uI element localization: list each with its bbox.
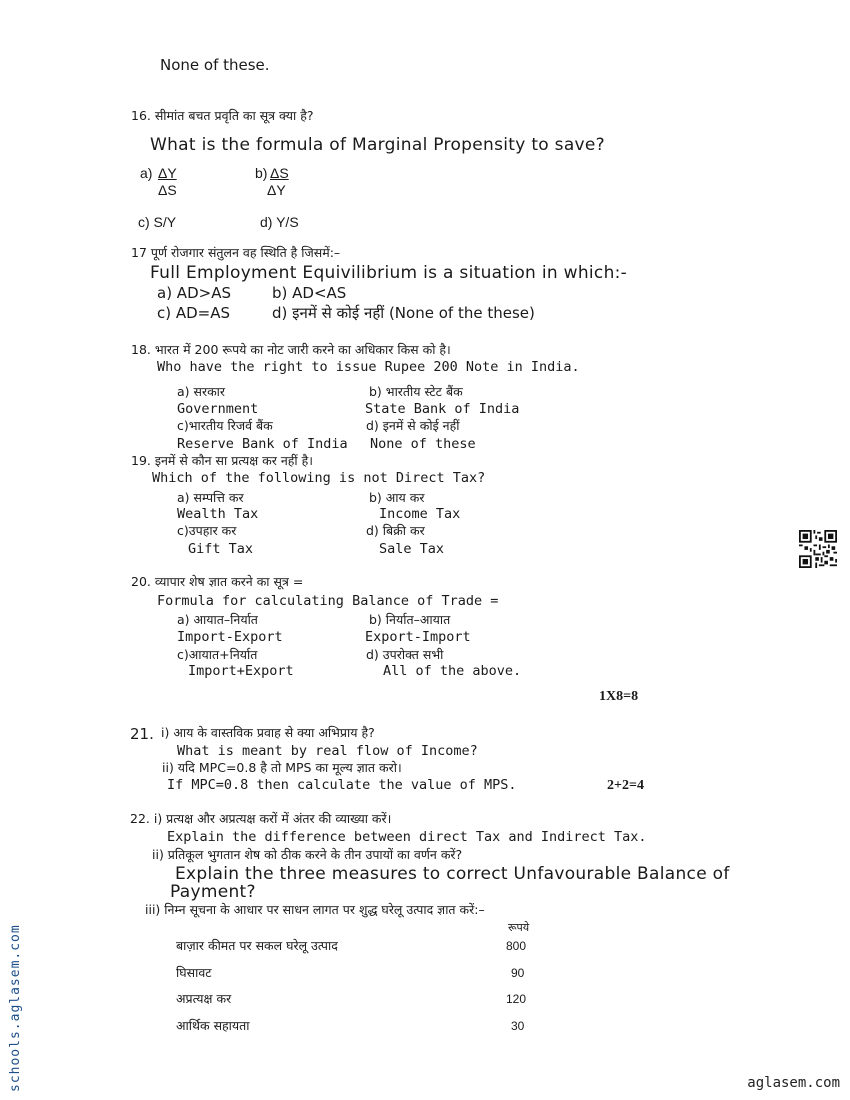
q21-ii-english: If MPC=0.8 then calculate the value of MPS.	[167, 777, 517, 793]
q18-c-hindi: c)भारतीय रिजर्व बैंक	[177, 418, 273, 433]
q20-a-english: Import-Export	[177, 629, 283, 645]
q18-a-english: Government	[177, 401, 259, 417]
q16-option-d: d) Y/S	[260, 214, 299, 230]
q19-hindi: 19. इनमें से कौन सा प्रत्यक्ष कर नहीं है।	[131, 453, 313, 468]
table-row-label: घिसावट	[176, 965, 212, 980]
q22-iii-hindi: iii) निम्न सूचना के आधार पर साधन लागत पर शुद्ध घरेलू उत्पाद ज्ञात करें:–	[145, 902, 485, 917]
q18-d-english: None of these	[370, 436, 476, 452]
q22-ii-english-line2: Payment?	[170, 882, 256, 902]
q17-option-d: d) इनमें से कोई नहीं (None of the these)	[272, 304, 535, 322]
table-row-value: 120	[506, 992, 527, 1006]
qr-code-icon	[799, 530, 837, 568]
q19-b-english: Income Tax	[379, 506, 461, 522]
q16-hindi: 16. सीमांत बचत प्रवृति का सूत्र क्या है?	[131, 108, 314, 123]
table-row-value: 800	[506, 939, 527, 953]
q17-hindi: 17 पूर्ण रोजगार संतुलन वह स्थिति है जिसमें:–	[131, 245, 341, 260]
table-row-value: 30	[511, 1019, 525, 1033]
q21-number: 21.	[130, 725, 154, 743]
q20-c-hindi: c)आयात+निर्यात	[177, 647, 258, 662]
q16-a-label: a)	[140, 165, 153, 181]
marks-section-1: 1X8=8	[599, 689, 639, 704]
q20-b-hindi: b) निर्यात–आयात	[369, 612, 451, 627]
q21-i-english: What is meant by real flow of Income?	[177, 743, 478, 759]
table-row-label: आर्थिक सहायता	[176, 1018, 250, 1033]
q16-option-c: c) S/Y	[138, 214, 177, 230]
q18-a-hindi: a) सरकार	[177, 384, 226, 399]
q18-b-english: State Bank of India	[365, 401, 520, 417]
q18-hindi: 18. भारत में 200 रूपये का नोट जारी करने का अधिकार किस को है।	[131, 342, 451, 357]
q20-hindi: 20. व्यापार शेष ज्ञात करने का सूत्र =	[131, 574, 304, 589]
q17-option-c: c) AD=AS	[157, 304, 231, 322]
q16-b-denominator: ΔY	[267, 182, 286, 198]
q18-c-english: Reserve Bank of India	[177, 436, 348, 452]
q20-a-hindi: a) आयात–निर्यात	[177, 612, 258, 627]
q20-d-hindi: d) उपरोक्त सभी	[366, 647, 444, 662]
q19-a-hindi: a) सम्पत्ति कर	[177, 490, 244, 505]
q16-english: What is the formula of Marginal Propensity to save?	[150, 135, 606, 155]
footer-watermark: aglasem.com	[747, 1075, 840, 1091]
q18-english: Who have the right to issue Rupee 200 Note in India.	[157, 359, 580, 375]
q19-b-hindi: b) आय कर	[369, 490, 425, 505]
q20-c-english: Import+Export	[188, 663, 294, 679]
table-row-label: अप्रत्यक्ष कर	[176, 991, 232, 1006]
q16-b-numerator: ΔS	[270, 165, 289, 181]
q22-i-hindi: 22. i) प्रत्यक्ष और अप्रत्यक्ष करों में अंतर की व्याख्या करें।	[130, 811, 392, 826]
q17-option-a: a) AD>AS	[157, 284, 231, 302]
q21-i-hindi: i) आय के वास्तविक प्रवाह से क्या अभिप्राय है?	[161, 725, 375, 740]
q19-a-english: Wealth Tax	[177, 506, 259, 522]
table-row-value: 90	[511, 966, 525, 980]
q22-i-english: Explain the difference between direct Tax and Indirect Tax.	[167, 829, 647, 845]
q18-d-hindi: d) इनमें से कोई नहीं	[366, 418, 460, 433]
side-watermark: schools.aglasem.com	[8, 924, 23, 1092]
none-of-these-text: None of these.	[160, 56, 270, 74]
q19-d-hindi: d) बिक्री कर	[366, 523, 425, 538]
q16-a-numerator: ΔY	[158, 165, 177, 181]
q20-d-english: All of the above.	[383, 663, 522, 679]
marks-q21: 2+2=4	[607, 778, 644, 793]
q16-a-denominator: ΔS	[158, 182, 177, 198]
q22-ii-english-line1: Explain the three measures to correct Unfavourable Balance of	[175, 864, 730, 884]
q19-c-english: Gift Tax	[188, 541, 254, 557]
q20-english: Formula for calculating Balance of Trade =	[157, 593, 499, 609]
unit-label: रूपये	[508, 921, 530, 934]
q16-b-label: b)	[255, 165, 268, 181]
q19-c-hindi: c)उपहार कर	[177, 523, 237, 538]
q22-ii-hindi: ii) प्रतिकूल भुगतान शेष को ठीक करने के तीन उपायों का वर्णन करें?	[152, 847, 463, 862]
table-row-label: बाज़ार कीमत पर सकल घरेलू उत्पाद	[176, 938, 338, 953]
q17-option-b: b) AD<AS	[272, 284, 347, 302]
q21-ii-hindi: ii) यदि MPC=0.8 है तो MPS का मूल्य ज्ञात करो।	[162, 760, 402, 775]
q19-d-english: Sale Tax	[379, 541, 445, 557]
q18-b-hindi: b) भारतीय स्टेट बैंक	[369, 384, 463, 399]
q19-english: Which of the following is not Direct Tax?	[152, 470, 486, 486]
q17-english: Full Employment Equivilibrium is a situation in which:-	[150, 263, 628, 283]
q20-b-english: Export-Import	[365, 629, 471, 645]
